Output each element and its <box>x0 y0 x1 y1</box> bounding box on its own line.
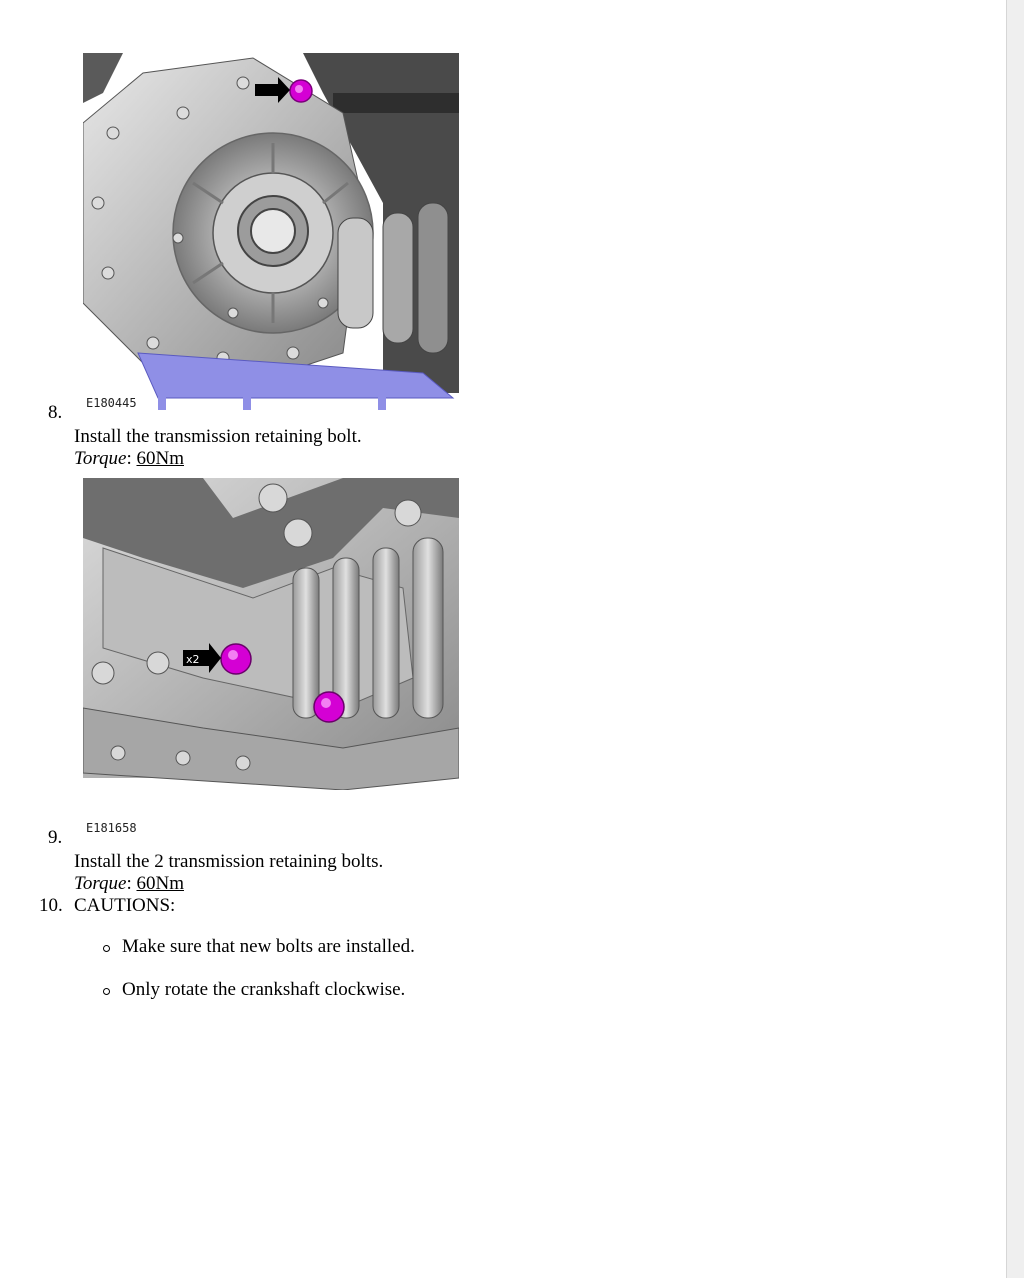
step-number: 10. <box>39 895 63 916</box>
callout-quantity: x2 <box>186 653 200 666</box>
instruction-text: Install the transmission retaining bolt. <box>74 426 362 447</box>
step-instruction <box>74 851 383 873</box>
caution-item: Only rotate the crankshaft clockwise. <box>122 979 406 1000</box>
figure-id-label: E180445 <box>86 396 137 410</box>
instruction-text: Install the 2 transmission retaining bolts. <box>74 851 384 872</box>
torque-spec: Torque: 60Nm <box>74 448 184 469</box>
caution-item: Make sure that new bolts are installed. <box>122 936 415 957</box>
figure-id-label: E181658 <box>86 821 137 835</box>
step-number: 9. <box>48 827 63 848</box>
step-number: 8. <box>48 402 63 423</box>
figure-transmission-bolts <box>83 478 459 790</box>
bullet-icon <box>103 945 110 952</box>
step-instruction <box>74 426 362 448</box>
torque-value-link[interactable]: 60Nm <box>136 873 184 894</box>
cautions-heading: CAUTIONS: <box>74 895 176 916</box>
figure-transmission-front <box>83 53 459 410</box>
bullet-icon <box>103 988 110 995</box>
torque-label: Torque <box>74 448 127 469</box>
vertical-scrollbar[interactable] <box>1006 0 1024 1278</box>
torque-label: Torque <box>74 873 127 894</box>
torque-spec: Torque: 60Nm <box>74 873 184 894</box>
torque-value-link[interactable]: 60Nm <box>136 448 184 469</box>
